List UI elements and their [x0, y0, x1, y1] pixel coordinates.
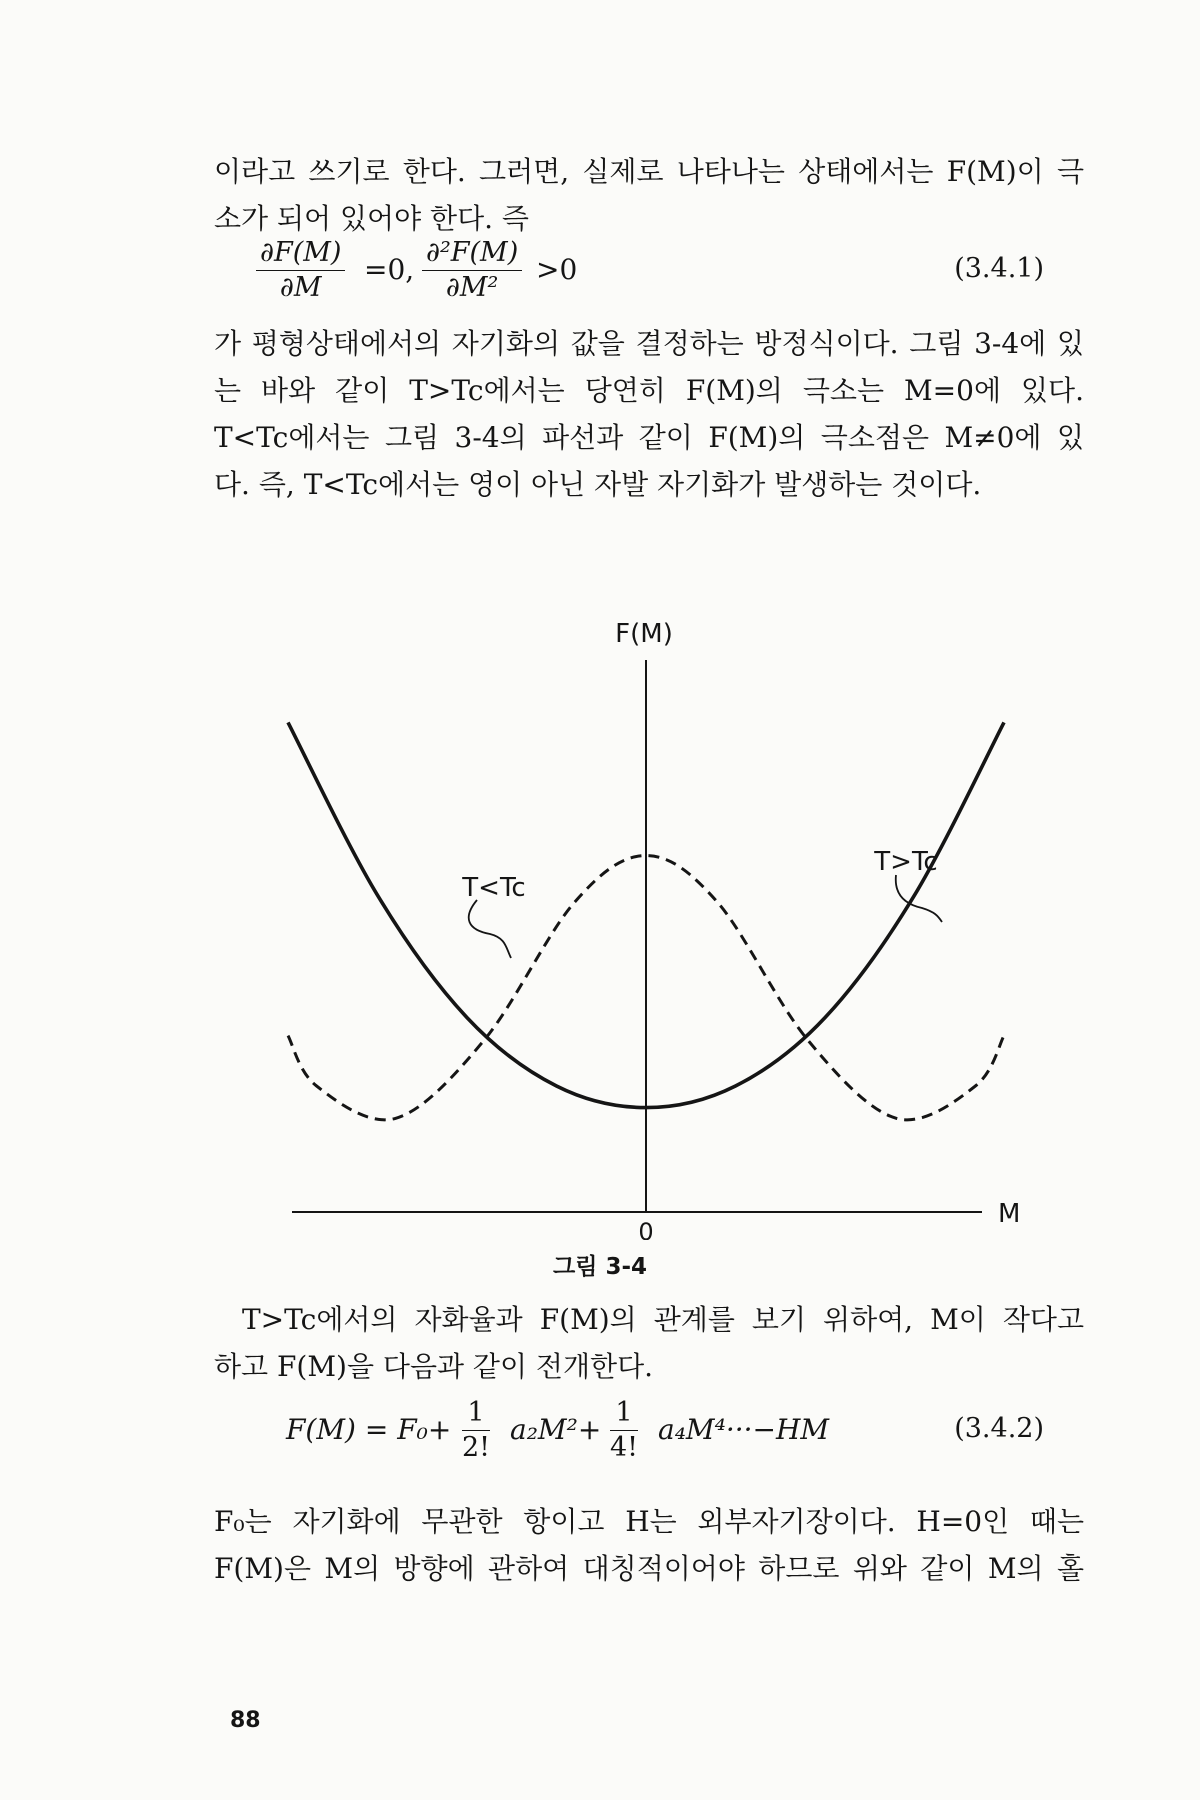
x-axis-label: M — [998, 1199, 1021, 1229]
curve-label-high: T>Tc — [874, 847, 938, 877]
eq2-term-1: a₂M²+ — [510, 1413, 602, 1446]
eq2-fraction-1: $\frac{1}{2!}$ — [462, 1397, 491, 1463]
equation-3-4-1 — [214, 236, 1084, 326]
paragraph-3-end — [214, 1343, 1084, 1390]
para2-line-4: 다. 즉, T<Tc에서는 영이 아닌 자발 자기화가 발생하는 것이다. — [214, 468, 982, 501]
intro-line-2: 소가 되어 있어야 한다. 즉 — [214, 202, 529, 235]
eq1-equals-zero: =0, — [364, 253, 415, 286]
eq2-term-2: a₄M⁴···−HM — [658, 1413, 830, 1446]
origin-label: 0 — [638, 1218, 654, 1240]
equation-3-4-2 — [214, 1396, 1084, 1486]
paragraph-2 — [214, 320, 1084, 461]
intro-paragraph-end — [214, 195, 1084, 242]
para2-line-3: T<Tc에서는 그림 3-4의 파선과 같이 F(M)의 극소점은 M≠0에 있 — [214, 421, 1084, 454]
label-low-leader — [469, 900, 511, 958]
para4-line-2: F(M)은 M의 방향에 관하여 대칭적이어야 하므로 위와 같이 M의 홀 — [214, 1552, 1084, 1585]
eq2-number: (3.4.2) — [954, 1413, 1044, 1444]
intro-paragraph — [214, 148, 1084, 195]
page-number: 88 — [230, 1708, 261, 1733]
intro-line-1: 이라고 쓰기로 한다. 그러면, 실제로 나타나는 상태에서는 F(M)이 극 — [214, 155, 1084, 188]
figure-3-4 — [200, 600, 1080, 1240]
y-axis-label: F(M) — [615, 619, 673, 649]
eq2-lhs: F(M) = F₀+ — [286, 1413, 452, 1446]
eq1-fraction-2: $\frac{\text{∂²F(M)}}{\text{∂M²}}$ — [422, 236, 522, 305]
eq1-greater-zero: >0 — [536, 253, 578, 286]
eq1-fraction-1: $\frac{\partial F(M)}{\partial M}$ — [256, 236, 345, 305]
para3-line-2: 하고 F(M)을 다음과 같이 전개한다. — [214, 1350, 654, 1383]
eq1-number: (3.4.1) — [954, 253, 1044, 284]
eq2-fraction-2: $\frac{1}{4!}$ — [610, 1397, 639, 1463]
paragraph-3 — [214, 1296, 1084, 1343]
figure-caption: 그림 3-4 — [553, 1254, 647, 1280]
paragraph-4 — [214, 1498, 1084, 1592]
para2-line-2: 는 바와 같이 T>Tc에서는 당연히 F(M)의 극소는 M=0에 있다. — [214, 374, 1084, 407]
paragraph-2-end — [214, 461, 1084, 508]
para2-line-1: 가 평형상태에서의 자기화의 값을 결정하는 방정식이다. 그림 3-4에 있 — [214, 327, 1084, 360]
curve-label-low: T<Tc — [462, 873, 526, 903]
para3-line-1: T>Tc에서의 자화율과 F(M)의 관계를 보기 위하여, M이 작다고 — [242, 1303, 1084, 1336]
para4-line-1: F₀는 자기화에 무관한 항이고 H는 외부자기장이다. H=0인 때는 — [214, 1505, 1084, 1538]
